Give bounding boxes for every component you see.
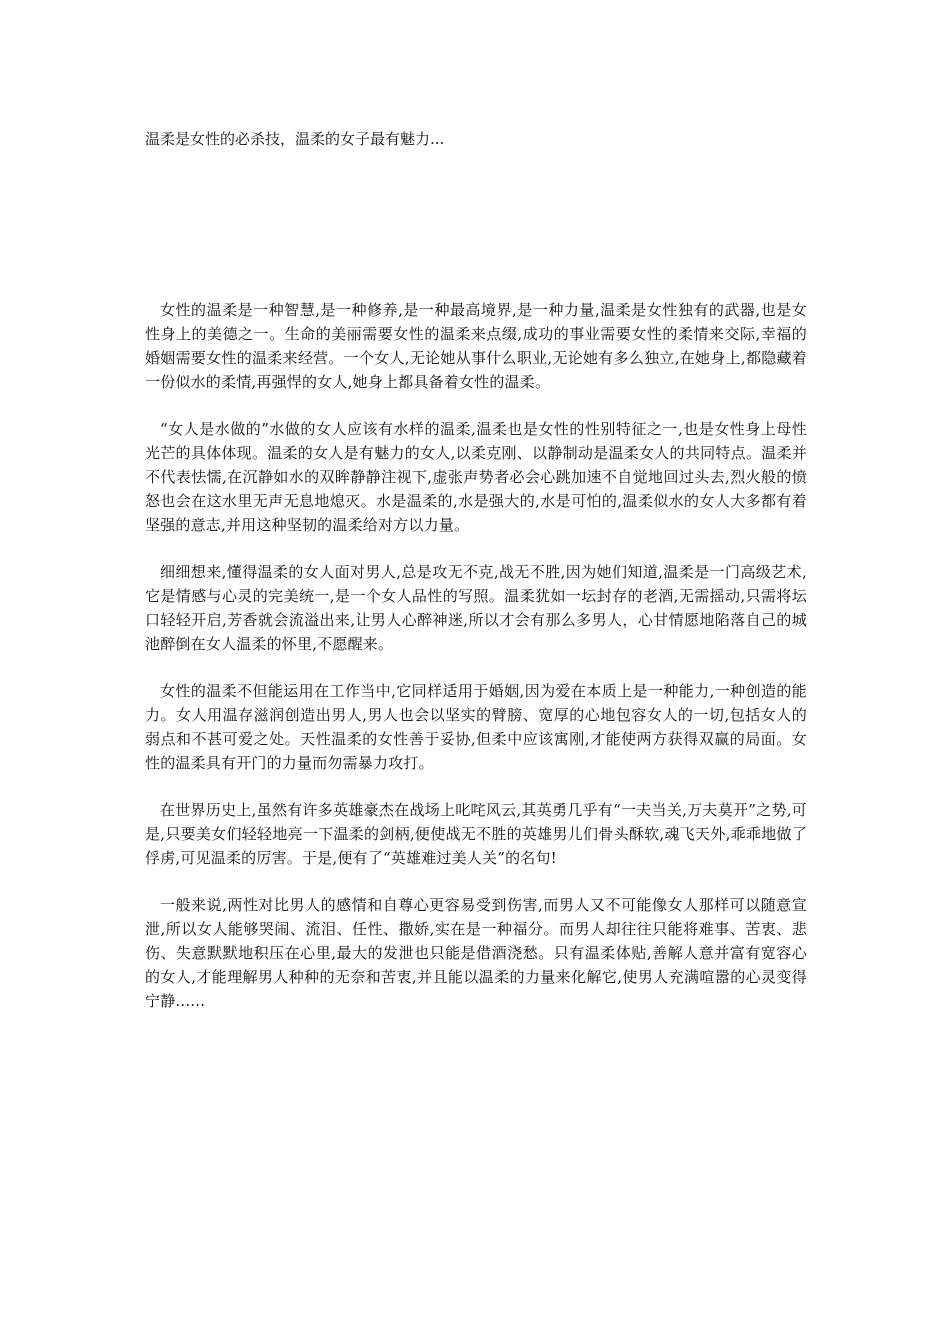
paragraph-3: 细细想来,懂得温柔的女人面对男人,总是攻无不克,战无不胜,因为她们知道,温柔是一门高级艺术,它是情感与心灵的完美统一,是一个女人品性的写照。温柔犹如一坛封存的老酒,无需摇动,只需将坛口轻轻开启,芳香就会流溢出来,让男人心醉神迷,所以才会有那么多男人，心甘情愿地陷落自己的城池醉倒在女人温柔的怀里,不愿醒来。	[145, 563, 807, 653]
paragraph-1: 女性的温柔是一种智慧,是一种修养,是一种最高境界,是一种力量,温柔是女性独有的武器,也是女性身上的美德之一。生命的美丽需要女性的温柔来点缀,成功的事业需要女性的柔情来交际,幸福的婚姻需要女性的温柔来经营。一个女人,无论她从事什么职业,无论她有多么独立,在她身上,都隐藏着一份似水的柔情,再强悍的女人,她身上都具备着女性的温柔。	[145, 301, 807, 391]
paragraph-2: “女人是水做的”水做的女人应该有水样的温柔,温柔也是女性的性别特征之一,也是女性身上母性光芒的具体体现。温柔的女人是有魅力的女人,以柔克刚、以静制动是温柔女人的共同特点。温柔并不代表怯懦,在沉静如水的双眸静静注视下,虚张声势者必会心跳加速不自觉地回过头去,烈火般的愤怒也会在这水里无声无息地熄灭。水是温柔的,水是强大的,水是可怕的,温柔似水的女人大多都有着坚强的意志,并用这种坚韧的温柔给对方以力量。	[145, 420, 807, 534]
document-body	[145, 298, 807, 1036]
paragraph-5: 在世界历史上,虽然有许多英雄豪杰在战场上叱咤风云,其英勇几乎有“一夫当关,万夫莫开”之势,可是,只要美女们轻轻地亮一下温柔的剑柄,便使战无不胜的英雄男儿们骨头酥软,魂飞天外,乖乖地做了俘虏,可见温柔的厉害。于是,便有了“英雄难过美人关”的名句!	[145, 801, 807, 867]
paragraph-6: 一般来说,两性对比男人的感情和自尊心更容易受到伤害,而男人又不可能像女人那样可以随意宣泄,所以女人能够哭闹、流泪、任性、撒娇,实在是一种福分。而男人却往往只能将难事、苦衷、悲伤、失意默默地积压在心里,最大的发泄也只能是借酒浇愁。只有温柔体贴,善解人意并富有宽容心的女人,才能理解男人种种的无奈和苦衷,并且能以温柔的力量来化解它,使男人充满喧嚣的心灵变得宁静......	[145, 896, 807, 1010]
document-title: 温柔是女性的必杀技，温柔的女子最有魅力...	[145, 130, 445, 148]
paragraph-4: 女性的温柔不但能运用在工作当中,它同样适用于婚姻,因为爱在本质上是一种能力,一种创造的能力。女人用温存滋润创造出男人,男人也会以坚实的臂膀、宽厚的心地包容女人的一切,包括女人的弱点和不甚可爱之处。天性温柔的女性善于妥协,但柔中应该寓刚,才能使两方获得双赢的局面。女性的温柔具有开门的力量而勿需暴力攻打。	[145, 682, 807, 772]
